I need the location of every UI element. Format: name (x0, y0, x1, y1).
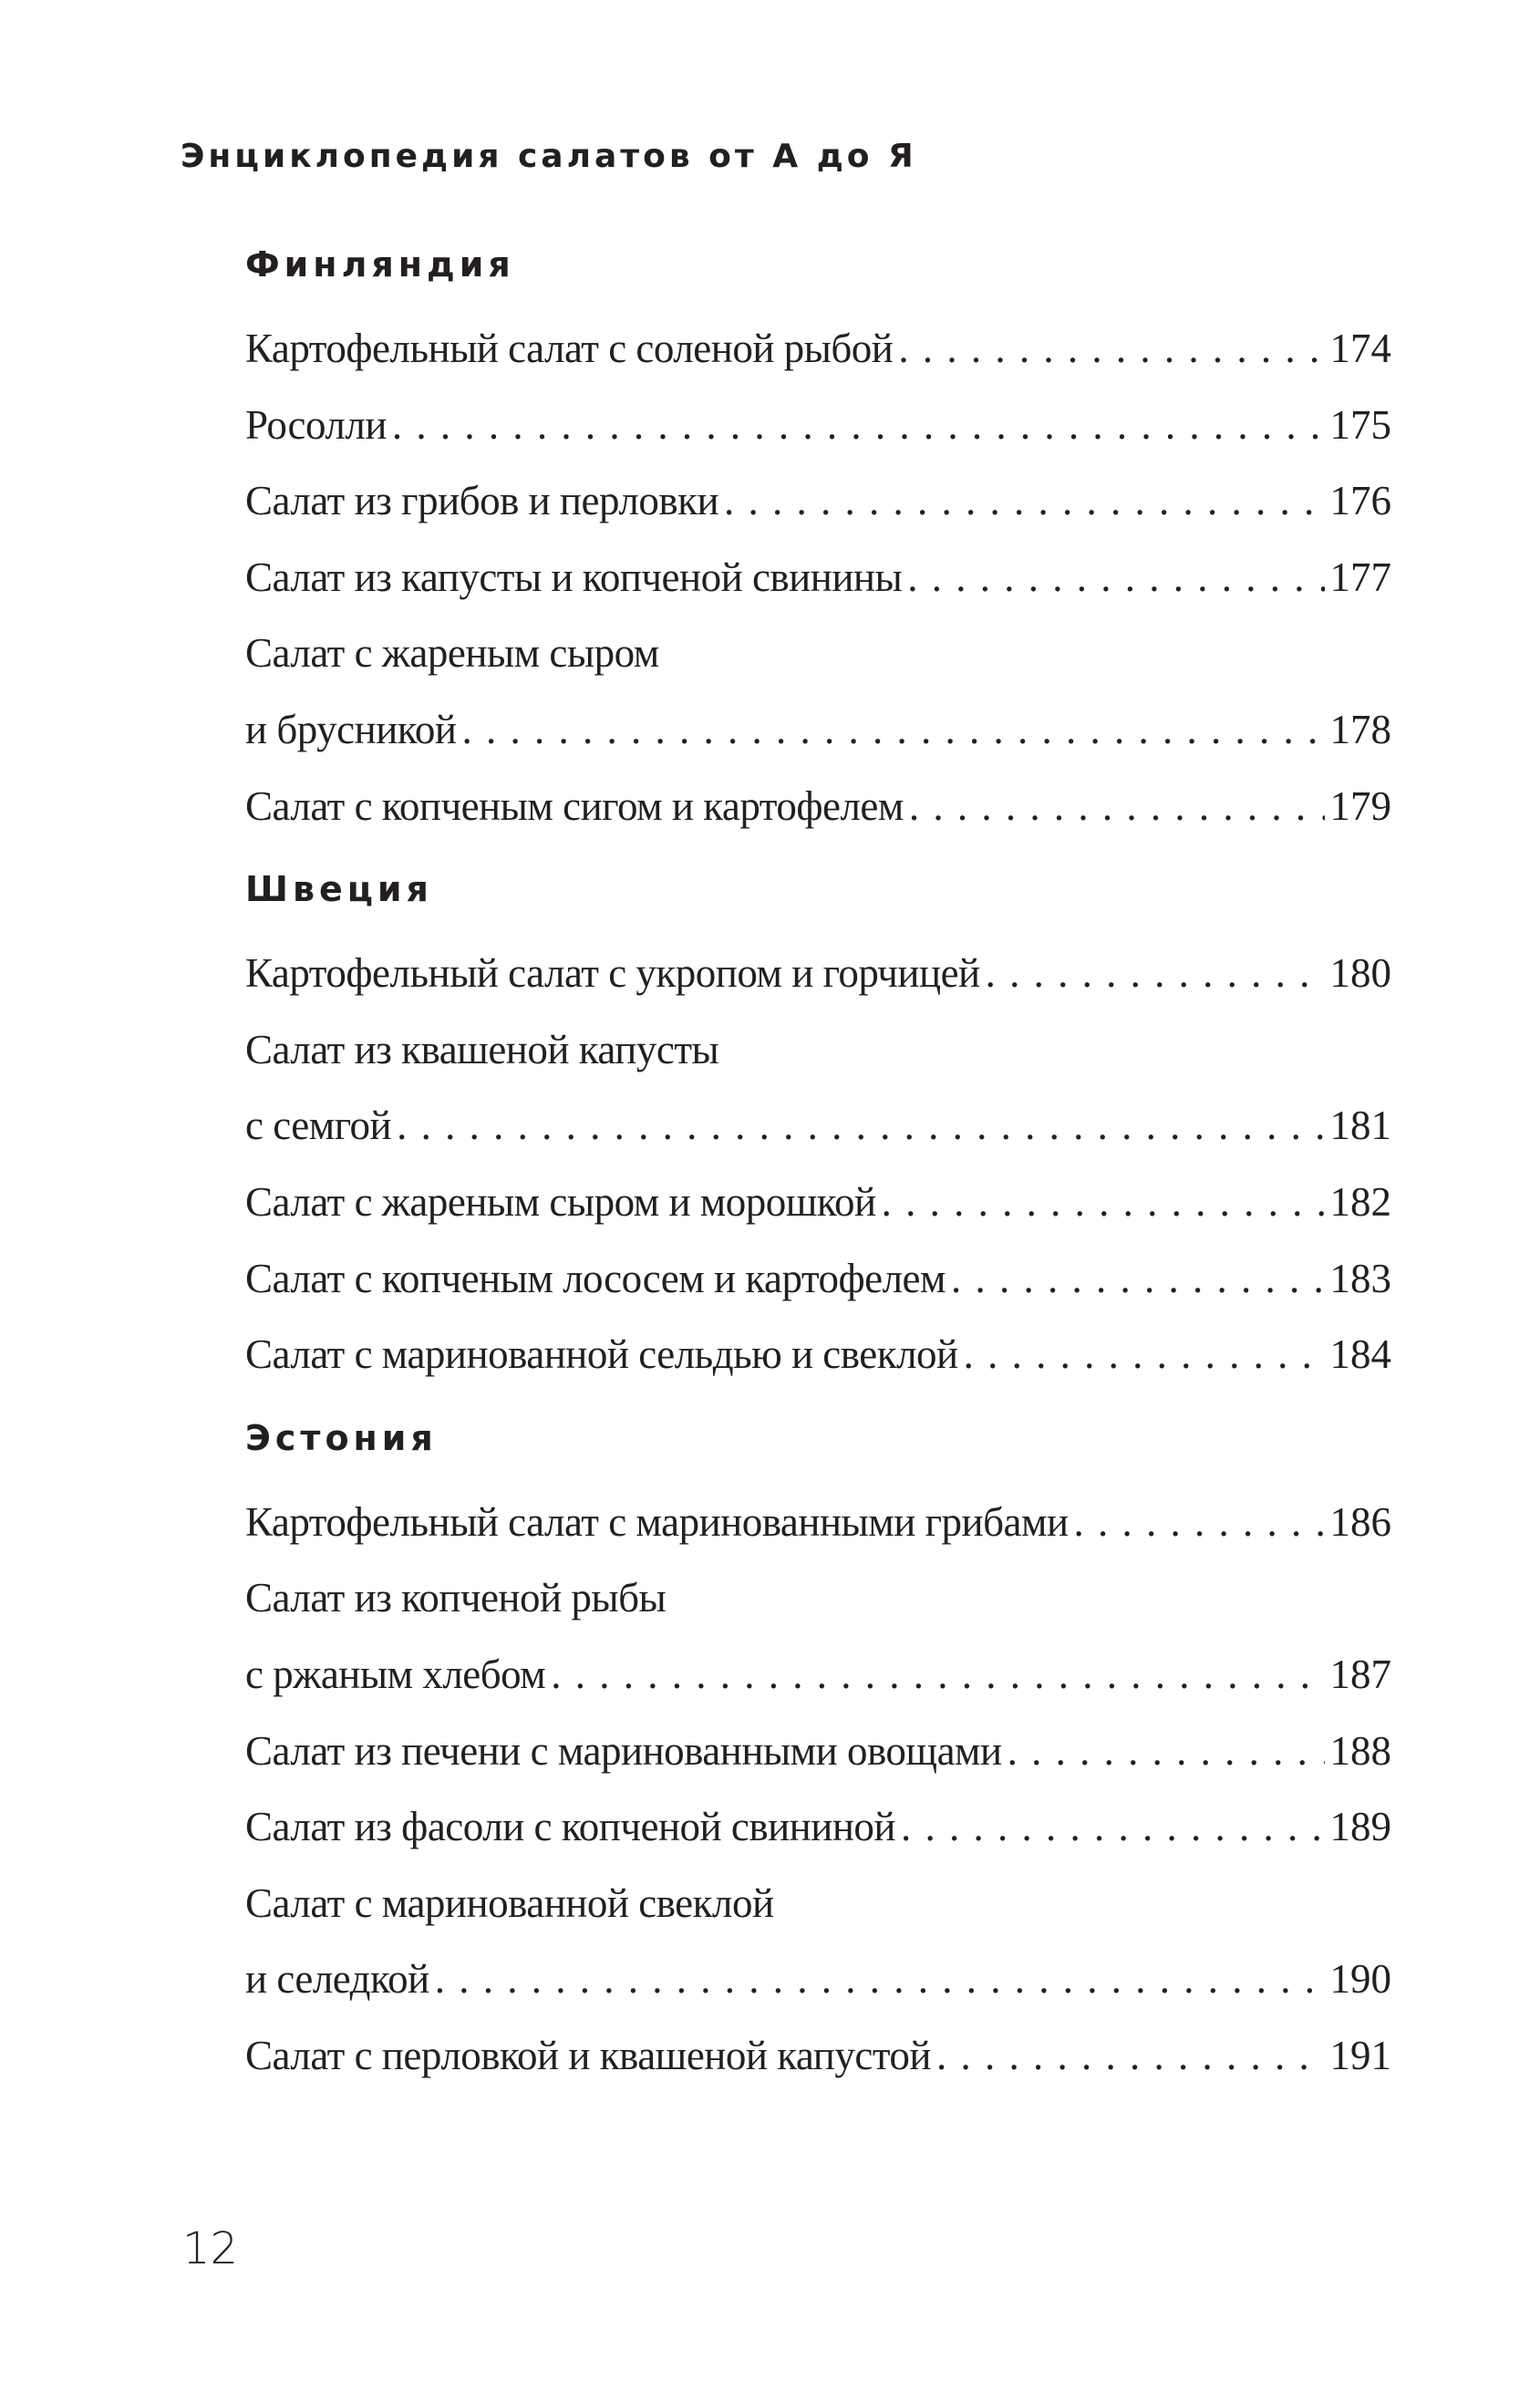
dot-leader (882, 1164, 1325, 1240)
entry-title: Салат из фасоли с копченой свининой (245, 1804, 896, 1850)
entry-page: 187 (1329, 1651, 1391, 1697)
toc-entry-line2[interactable] (245, 1636, 1391, 1713)
entry-page: 190 (1329, 1956, 1391, 2003)
entry-title: Салат с копченым сигом и картофелем (245, 782, 904, 829)
entry-title: Росолли (245, 401, 387, 448)
entry-title: Салат с жареным сыром и морошкой (245, 1178, 876, 1225)
toc-entry[interactable] (245, 768, 1391, 844)
entry-page: 191 (1329, 2032, 1391, 2078)
dot-leader (898, 310, 1324, 387)
dot-leader (901, 1788, 1324, 1865)
entry-title: Салат с перловкой и квашеной капустой (245, 2032, 931, 2078)
section-sweden (245, 860, 1391, 1393)
dot-leader (936, 2017, 1325, 2094)
toc-entry[interactable] (245, 387, 1391, 463)
toc-entry[interactable] (245, 1240, 1391, 1317)
entry-title-continued: и селедкой (245, 1956, 429, 2003)
entry-page: 184 (1329, 1331, 1391, 1378)
entry-title: Картофельный салат с соленой рыбой (245, 326, 894, 371)
toc-entry[interactable] (245, 1484, 1391, 1560)
table-of-contents (245, 235, 1391, 2093)
entry-title-continued: и брусникой (245, 706, 457, 752)
dot-leader (907, 539, 1324, 616)
dot-leader (1074, 1484, 1325, 1560)
entry-page: 183 (1329, 1255, 1391, 1301)
toc-entry-line1[interactable] (245, 1865, 1391, 1942)
toc-entry[interactable] (245, 1164, 1391, 1240)
dot-leader (461, 691, 1324, 768)
section-finland (245, 235, 1391, 844)
entry-page: 178 (1329, 706, 1391, 752)
dot-leader (724, 462, 1324, 539)
toc-entry[interactable] (245, 935, 1391, 1011)
dot-leader (951, 1240, 1325, 1317)
running-title: Энциклопедия салатов от А до Я (181, 138, 917, 175)
entry-page: 175 (1329, 401, 1391, 448)
toc-entry-line1[interactable] (245, 1559, 1391, 1636)
entry-page: 179 (1329, 782, 1391, 829)
toc-entry-line2[interactable] (245, 691, 1391, 768)
entry-page: 182 (1329, 1178, 1391, 1225)
toc-entry[interactable] (245, 310, 1391, 387)
toc-entry-line1[interactable] (245, 1011, 1391, 1088)
dot-leader (392, 387, 1325, 463)
entry-page: 189 (1329, 1804, 1391, 1850)
entry-title: Салат из квашеной капусты (245, 1026, 719, 1072)
section-heading: Эстония (245, 1417, 438, 1458)
dot-leader (909, 768, 1325, 844)
entry-title: Салат с копченым лососем и картофелем (245, 1255, 946, 1301)
toc-entry[interactable] (245, 1713, 1391, 1789)
entry-title-continued: с ржаным хлебом (245, 1651, 546, 1697)
toc-entry[interactable] (245, 539, 1391, 616)
entry-title-continued: с семгой (245, 1103, 392, 1149)
toc-entry-line2[interactable] (245, 1941, 1391, 2017)
entry-page: 188 (1329, 1727, 1391, 1774)
section-heading: Швеция (245, 869, 433, 910)
entry-title: Салат из грибов и перловки (245, 478, 719, 524)
entry-page: 180 (1329, 950, 1391, 997)
entry-page: 186 (1329, 1498, 1391, 1545)
dot-leader (435, 1941, 1325, 2017)
entry-title: Салат с маринованной свеклой (245, 1879, 774, 1926)
dot-leader (551, 1636, 1324, 1713)
entry-page: 174 (1329, 326, 1391, 371)
toc-entry-line2[interactable] (245, 1087, 1391, 1164)
toc-entry[interactable] (245, 462, 1391, 539)
toc-entry[interactable] (245, 2017, 1391, 2094)
entry-title: Салат с жареным сыром (245, 630, 659, 677)
dot-leader (986, 935, 1325, 1011)
entry-page: 176 (1329, 478, 1391, 524)
entry-title: Салат из капусты и копченой свинины (245, 554, 903, 600)
toc-entry[interactable] (245, 1316, 1391, 1393)
entry-page: 177 (1329, 554, 1391, 600)
entry-title: Картофельный салат с маринованными грибами (245, 1498, 1069, 1545)
toc-entry[interactable] (245, 1788, 1391, 1865)
entry-title: Салат из копченой рыбы (245, 1575, 667, 1621)
toc-entry-line1[interactable] (245, 615, 1391, 691)
dot-leader (397, 1087, 1324, 1164)
page-number: 12 (182, 2223, 239, 2274)
entry-title: Салат с маринованной сельдью и свеклой (245, 1331, 958, 1378)
entry-title: Салат из печени с маринованными овощами (245, 1727, 1002, 1774)
dot-leader (964, 1316, 1325, 1393)
entry-page: 181 (1329, 1103, 1391, 1149)
section-heading: Финляндия (245, 244, 515, 285)
dot-leader (1008, 1713, 1325, 1789)
section-estonia (245, 1409, 1391, 2094)
entry-title: Картофельный салат с укропом и горчицей (245, 950, 980, 997)
